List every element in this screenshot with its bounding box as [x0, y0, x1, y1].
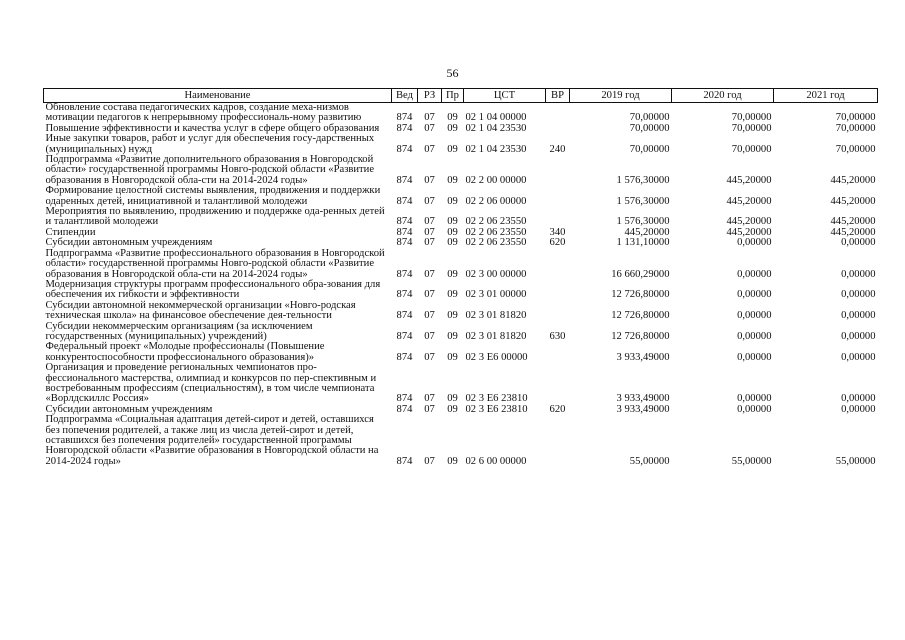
row-name: Иные закупки товаров, работ и услуг для обеспечения госу-дарственных (муниципальных) нужд [45, 133, 375, 155]
row-2020: 445,20000 [726, 174, 772, 186]
row-ved: 874 [396, 122, 413, 134]
row-2020: 70,00000 [731, 112, 772, 124]
row-name: Субсидии автономным учреждениям [45, 403, 213, 415]
row-cst: 02 2 06 00000 [465, 195, 527, 207]
row-rz: 07 [424, 268, 435, 280]
row-2021: 70,00000 [835, 112, 876, 124]
row-2019: 16 660,29000 [611, 268, 670, 280]
row-2021: 445,20000 [830, 226, 876, 238]
header-pr: Пр [442, 89, 464, 103]
row-2021: 0,00000 [841, 351, 876, 363]
row-2020: 0,00000 [737, 237, 772, 249]
row-vr [546, 124, 570, 134]
row-ved: 874 [396, 237, 413, 249]
row-ved: 874 [396, 393, 413, 405]
row-2021: 445,20000 [830, 195, 876, 207]
row-ved: 874 [396, 174, 413, 186]
row-2019: 1 131,10000 [616, 237, 670, 249]
row-2020: 70,00000 [731, 143, 772, 155]
row-pr: 09 [447, 122, 458, 134]
row-vr: 620 [549, 403, 566, 415]
header-2020: 2020 год [672, 89, 774, 103]
row-vr: 620 [549, 237, 566, 249]
row-2020: 0,00000 [737, 310, 772, 322]
row-ved: 874 [396, 143, 413, 155]
row-pr: 09 [447, 216, 458, 228]
row-2021: 70,00000 [835, 143, 876, 155]
row-cst: 02 1 04 23530 [465, 122, 527, 134]
row-2020: 445,20000 [726, 195, 772, 207]
row-cst: 02 3 Е6 23810 [465, 403, 528, 415]
row-ved: 874 [396, 226, 413, 238]
row-rz: 07 [424, 393, 435, 405]
row-pr: 09 [447, 195, 458, 207]
row-2019: 1 576,30000 [616, 195, 670, 207]
row-vr: 630 [549, 330, 566, 342]
row-vr [546, 363, 570, 405]
header-2021: 2021 год [774, 89, 878, 103]
row-name: Мероприятия по выявлению, продвижению и поддержке ода-ренных детей и талантливой молодежи [45, 206, 385, 228]
row-cst: 02 2 06 23550 [465, 226, 527, 238]
row-2019: 12 726,80000 [611, 330, 670, 342]
row-2020: 0,00000 [737, 268, 772, 280]
row-rz: 07 [424, 455, 435, 467]
row-pr: 09 [447, 226, 458, 238]
table-row [44, 186, 878, 207]
row-2020: 0,00000 [737, 403, 772, 415]
page-number: 56 [446, 66, 459, 80]
row-cst: 02 1 04 00000 [465, 112, 527, 124]
row-cst: 02 1 04 23530 [465, 143, 527, 155]
header-2019: 2019 год [570, 89, 672, 103]
row-2020: 445,20000 [726, 226, 772, 238]
row-2019: 70,00000 [629, 112, 670, 124]
row-rz: 07 [424, 112, 435, 124]
row-name: Стипендии [45, 226, 96, 238]
row-2021: 445,20000 [830, 216, 876, 228]
row-rz: 07 [424, 122, 435, 134]
row-rz: 07 [424, 237, 435, 249]
row-name: Подпрограмма «Развитие профессионального образования в Новгородской области» государственной программы Новго-родской области «Развитие образования в Новгородской обла-сти на 2014-2024 годы» [45, 247, 385, 280]
row-name: Федеральный проект «Молодые профессионалы (Повышение конкурентоспособности профессионального образования)» [45, 341, 325, 363]
row-2019: 3 933,49000 [616, 351, 670, 363]
row-cst: 02 3 01 81820 [465, 310, 527, 322]
table-row [44, 134, 878, 155]
row-name: Субсидии автономной некоммерческой организации «Новго-родская техническая школа» на финансовое обеспечение дея-тельности [45, 299, 356, 322]
row-2020: 70,00000 [731, 122, 772, 134]
row-rz: 07 [424, 330, 435, 342]
row-2019: 3 933,49000 [616, 393, 670, 405]
header-vr: ВР [546, 89, 570, 103]
row-vr [546, 415, 570, 467]
table-row [44, 155, 878, 186]
row-pr: 09 [447, 112, 458, 124]
row-vr [546, 301, 570, 322]
row-cst: 02 3 Е6 23810 [465, 393, 528, 405]
row-2019: 1 576,30000 [616, 216, 670, 228]
table-row [44, 207, 878, 228]
row-name: Обновление состава педагогических кадров, создание меха-низмов мотивации педагогов к непрерывному профессиональ-ному развитию [45, 102, 362, 124]
row-vr [546, 103, 570, 124]
row-2019: 12 726,80000 [611, 310, 670, 322]
row-2020: 0,00000 [737, 330, 772, 342]
row-2020: 0,00000 [737, 351, 772, 363]
row-vr [546, 280, 570, 301]
row-2021: 0,00000 [841, 330, 876, 342]
table-header-row [44, 89, 878, 103]
row-cst: 02 3 01 00000 [465, 289, 527, 301]
row-rz: 07 [424, 216, 435, 228]
row-cst: 02 3 Е6 00000 [465, 351, 528, 363]
row-2021: 0,00000 [841, 289, 876, 301]
row-2021: 0,00000 [841, 310, 876, 322]
header-ved: Вед [392, 89, 418, 103]
row-name: Подпрограмма «Развитие дополнительного образования в Новгородской области» государственной программы Новго-родской области «Развитие образования в Новгородской обла-сти на 2014-2024 годы» [45, 154, 375, 186]
row-name: Организация и проведение региональных чемпионатов про-фессионального мастерства, олимпиад и конкурсов по пер-спективным и востребованным профессиям (специальностям), в том числе чемпионата «Ворлдскиллс Россия» [45, 362, 377, 405]
row-2021: 0,00000 [841, 237, 876, 249]
row-rz: 07 [424, 289, 435, 301]
header-name: Наименование [44, 89, 392, 103]
row-pr: 09 [447, 310, 458, 322]
row-name: Формирование целостной системы выявления, продвижения и поддержки одаренных детей, инициативной и талантливой молодежи [45, 185, 381, 207]
table-row [44, 280, 878, 301]
row-ved: 874 [396, 330, 413, 342]
row-pr: 09 [447, 330, 458, 342]
row-2019: 1 576,30000 [616, 174, 670, 186]
row-rz: 07 [424, 143, 435, 155]
row-2019: 3 933,49000 [616, 403, 670, 415]
row-rz: 07 [424, 310, 435, 322]
row-rz: 07 [424, 174, 435, 186]
row-ved: 874 [396, 403, 413, 415]
row-2019: 70,00000 [629, 143, 670, 155]
header-rz: РЗ [418, 89, 442, 103]
table-row [44, 301, 878, 322]
row-vr [546, 249, 570, 280]
row-vr [546, 207, 570, 228]
table-row [44, 249, 878, 280]
row-ved: 874 [396, 216, 413, 228]
row-ved: 874 [396, 289, 413, 301]
table-body [44, 103, 878, 468]
row-pr: 09 [447, 455, 458, 467]
row-ved: 874 [396, 351, 413, 363]
row-pr: 09 [447, 289, 458, 301]
row-pr: 09 [447, 143, 458, 155]
row-rz: 07 [424, 403, 435, 415]
table-row [44, 415, 878, 467]
row-2019: 445,20000 [624, 226, 670, 238]
row-2020: 0,00000 [737, 393, 772, 405]
table-row [44, 363, 878, 405]
row-2021: 55,00000 [835, 455, 876, 467]
row-2020: 0,00000 [737, 289, 772, 301]
row-2019: 12 726,80000 [611, 289, 670, 301]
row-cst: 02 6 00 00000 [465, 455, 527, 467]
row-name: Подпрограмма «Социальная адаптация детей-сирот и детей, оставшихся без попечения родителей, а также лиц из числа детей-сирот и детей, оставшихся без попечения родителей» государственной программы Новгородской области «Развитие образования в Новгородской области на 2014-2024 годы» [45, 414, 379, 467]
row-vr: 240 [549, 143, 566, 155]
row-rz: 07 [424, 226, 435, 238]
row-vr [546, 186, 570, 207]
row-2020: 445,20000 [726, 216, 772, 228]
row-2021: 0,00000 [841, 268, 876, 280]
row-vr [546, 342, 570, 363]
header-cst: ЦСТ [464, 89, 546, 103]
row-cst: 02 3 01 81820 [465, 330, 527, 342]
row-name: Повышение эффективности и качества услуг в сфере общего образования [45, 122, 380, 134]
row-2021: 445,20000 [830, 174, 876, 186]
row-2020: 55,00000 [731, 455, 772, 467]
table-row [44, 322, 878, 343]
row-2019: 55,00000 [629, 455, 670, 467]
row-cst: 02 2 06 23550 [465, 237, 527, 249]
row-rz: 07 [424, 195, 435, 207]
row-rz: 07 [424, 351, 435, 363]
row-2021: 70,00000 [835, 122, 876, 134]
row-vr [546, 155, 570, 186]
row-cst: 02 3 00 00000 [465, 268, 527, 280]
table-row [44, 342, 878, 363]
budget-table [43, 88, 878, 467]
row-pr: 09 [447, 237, 458, 249]
table-row [44, 103, 878, 124]
row-pr: 09 [447, 174, 458, 186]
row-pr: 09 [447, 393, 458, 405]
row-name: Субсидии некоммерческим организациям (за исключением государственных (муниципальных) учреждений) [45, 320, 313, 342]
row-2019: 70,00000 [629, 122, 670, 134]
row-vr: 340 [549, 226, 566, 238]
row-ved: 874 [396, 268, 413, 280]
row-ved: 874 [396, 455, 413, 467]
row-ved: 874 [396, 195, 413, 207]
row-ved: 874 [396, 310, 413, 322]
row-cst: 02 2 06 23550 [465, 216, 527, 228]
row-2021: 0,00000 [841, 393, 876, 405]
row-pr: 09 [447, 403, 458, 415]
row-cst: 02 2 00 00000 [465, 174, 527, 186]
row-name: Модернизация структуры программ профессионального обра-зования для обеспечения их гибкости и эффективности [45, 278, 381, 301]
row-name: Субсидии автономным учреждениям [45, 237, 213, 249]
row-ved: 874 [396, 112, 413, 124]
row-2021: 0,00000 [841, 403, 876, 415]
row-pr: 09 [447, 268, 458, 280]
row-pr: 09 [447, 351, 458, 363]
